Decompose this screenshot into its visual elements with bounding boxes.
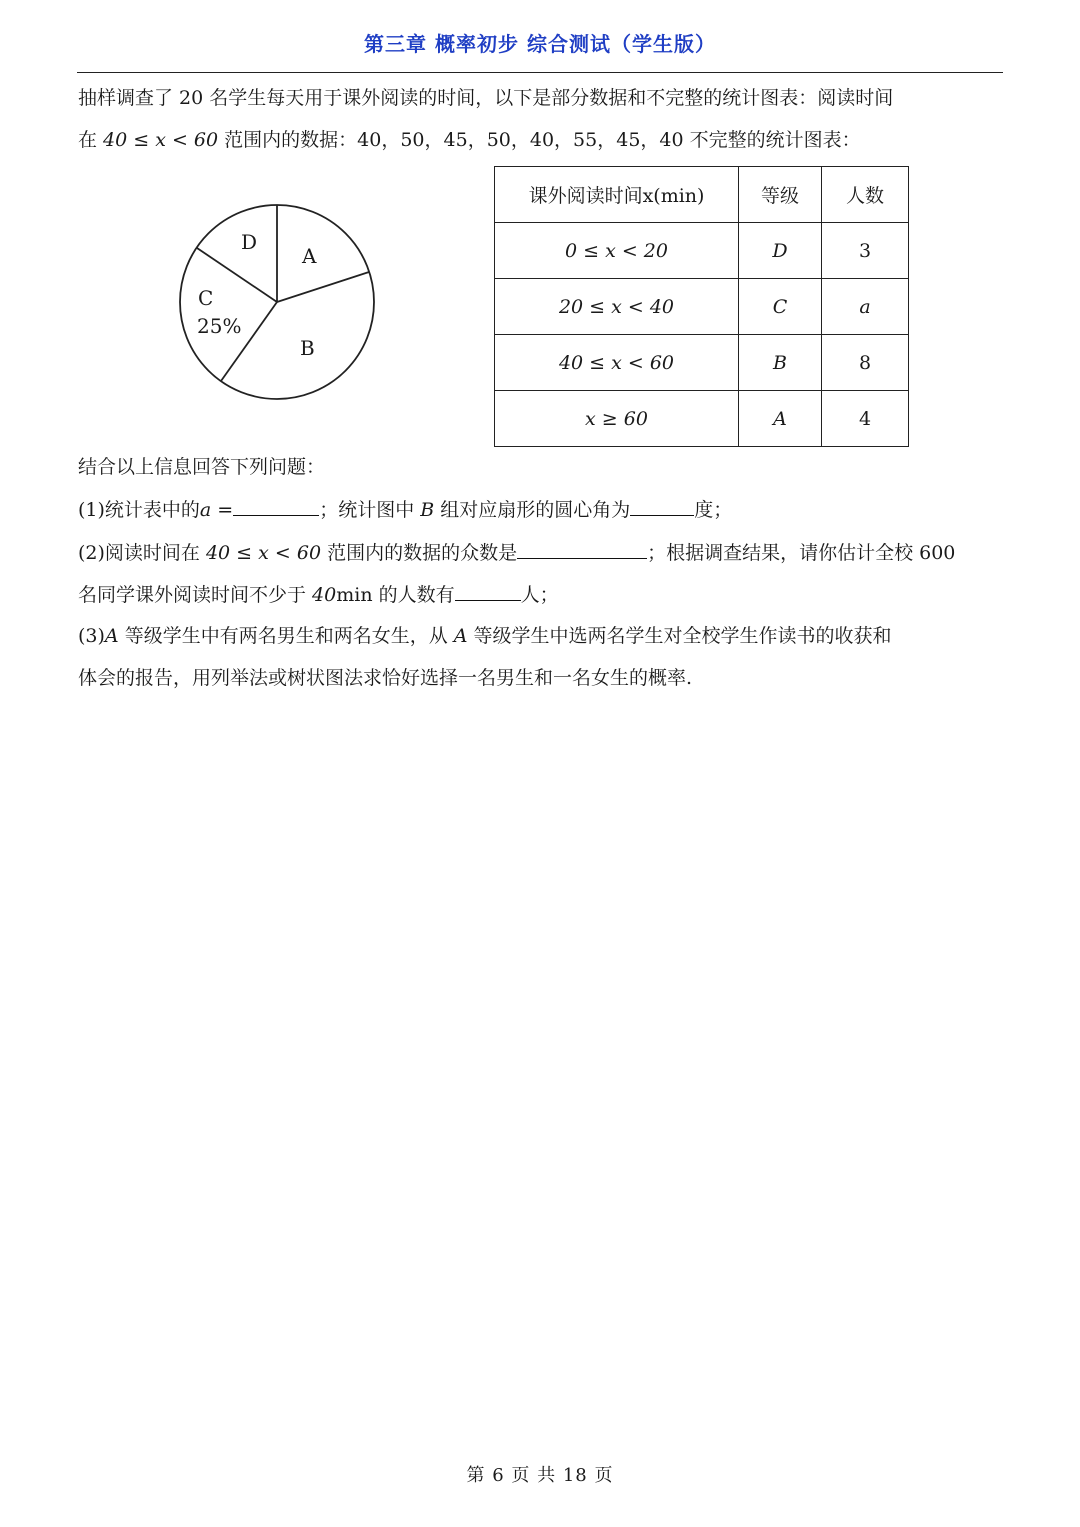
table-cell-count: 4 xyxy=(822,391,909,447)
q1-answer-blank-angle xyxy=(630,495,694,516)
q1-angle-text: 组对应扇形的圆心角为 xyxy=(434,499,631,521)
table-header-time: 课外阅读时间x(min) xyxy=(495,167,739,223)
q1-equals: = xyxy=(211,499,234,521)
table-cell-range: x ≥ 60 xyxy=(495,391,739,447)
table-cell-grade: D xyxy=(739,223,822,279)
table-row xyxy=(495,391,909,447)
intro-range: 40 ≤ x < 60 xyxy=(103,129,219,151)
intro-prefix: 在 xyxy=(78,129,104,151)
pie-label-a: A xyxy=(302,244,317,268)
q2-line2-prefix: 名同学课外阅读时间不少于 xyxy=(78,584,313,606)
q1-unit: 度； xyxy=(694,499,733,521)
table-header-count: 人数 xyxy=(822,167,909,223)
q1-prefix: (1)统计表中的 xyxy=(78,499,200,521)
table-cell-range: 0 ≤ x < 20 xyxy=(495,223,739,279)
pie-chart xyxy=(172,200,382,410)
q3-text-b: 等级学生中选两名学生对全校学生作读书的收获和 xyxy=(467,625,892,647)
pie-label-c: C xyxy=(198,286,214,310)
table-cell-grade: C xyxy=(739,279,822,335)
q1-answer-blank-a xyxy=(233,495,319,516)
q2-mode-text: 范围内的数据的众数是 xyxy=(321,542,518,564)
intro-line-2 xyxy=(78,126,861,154)
q2-line2-mid: min 的人数有 xyxy=(336,584,455,606)
table-row xyxy=(495,279,909,335)
q2-line2-suffix: 人； xyxy=(520,584,559,606)
q3-prefix: (3) xyxy=(78,625,105,647)
table-row xyxy=(495,223,909,279)
q2-line2-number: 40 xyxy=(312,584,337,606)
q1-variable: a xyxy=(199,499,212,521)
q3-text-a: 等级学生中有两名男生和两名女生，从 xyxy=(118,625,454,647)
question-2-line-1 xyxy=(78,538,955,567)
pie-label-c-percent: 25% xyxy=(197,314,242,338)
question-2-line-2 xyxy=(78,580,559,609)
table-cell-count: a xyxy=(822,279,909,335)
question-1 xyxy=(78,495,732,524)
q3-group: A xyxy=(104,625,119,647)
grade-table xyxy=(494,166,909,447)
pie-label-d: D xyxy=(241,230,258,254)
table-header-grade: 等级 xyxy=(739,167,822,223)
table-cell-count: 3 xyxy=(822,223,909,279)
q2-prefix: (2)阅读时间在 xyxy=(78,542,206,564)
table-row xyxy=(495,335,909,391)
q2-answer-blank-mode xyxy=(517,538,647,559)
intro-line-1: 抽样调查了 20 名学生每天用于课外阅读的时间，以下是部分数据和不完整的统计图表：阅读时间 xyxy=(78,87,894,109)
q2-estimate-text: ；根据调查结果，请你估计全校 600 xyxy=(647,542,956,564)
q1-mid: ；统计图中 xyxy=(319,499,421,521)
page-footer: 第 6 页 共 18 页 xyxy=(466,1465,614,1486)
q2-answer-blank-count xyxy=(455,580,521,601)
table-header-row xyxy=(495,167,909,223)
q2-range: 40 ≤ x < 60 xyxy=(205,542,322,564)
pie-divider-b xyxy=(277,272,369,302)
table-cell-count: 8 xyxy=(822,335,909,391)
table-cell-grade: B xyxy=(739,335,822,391)
question-3-line-1 xyxy=(78,622,892,650)
pie-label-b: B xyxy=(300,336,315,360)
table-cell-grade: A xyxy=(739,391,822,447)
questions-lead: 结合以上信息回答下列问题： xyxy=(78,456,326,478)
table-cell-range: 20 ≤ x < 40 xyxy=(495,279,739,335)
page-header-title: 第三章 概率初步 综合测试（学生版） xyxy=(364,32,716,56)
intro-suffix: 范围内的数据：40，50，45，50，40，55，45，40 不完整的统计图表： xyxy=(218,129,861,151)
question-3-line-2: 体会的报告，用列举法或树状图法求恰好选择一名男生和一名女生的概率. xyxy=(78,667,693,689)
header-divider xyxy=(77,72,1003,73)
table-cell-range: 40 ≤ x < 60 xyxy=(495,335,739,391)
q3-group-2: A xyxy=(453,625,468,647)
q1-group: B xyxy=(420,499,435,521)
